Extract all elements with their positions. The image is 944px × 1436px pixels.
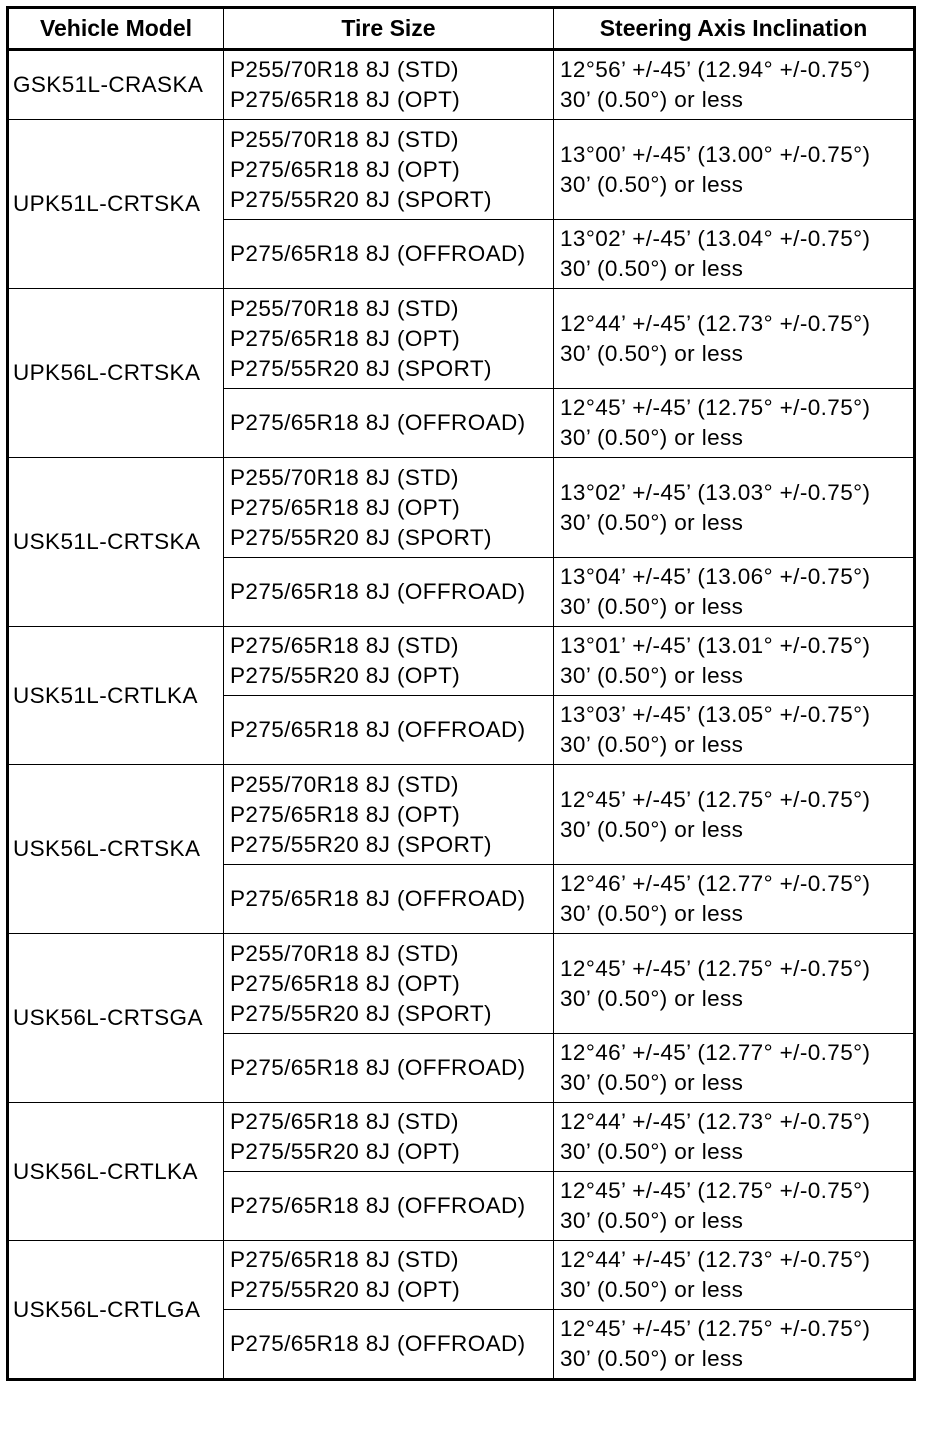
table-row (8, 1241, 915, 1310)
inclination-cell (554, 934, 915, 1034)
inclination-line: 30’ (0.50°) or less (560, 1277, 744, 1302)
table-row (8, 1103, 915, 1172)
inclination-line: 30’ (0.50°) or less (560, 1070, 744, 1095)
inclination-line: 30’ (0.50°) or less (560, 901, 744, 926)
inclination-cell (554, 458, 915, 558)
header-vehicle-model: Vehicle Model (8, 8, 224, 50)
tire-size-line: P275/65R18 8J (OPT) (230, 325, 461, 351)
tire-size-cell (224, 696, 554, 765)
inclination-cell (554, 696, 915, 765)
tire-size-line: P275/55R20 8J (SPORT) (230, 1000, 492, 1026)
inclination-cell (554, 865, 915, 934)
inclination-line: 12°45’ +/-45’ (12.75° +/-0.75°) (560, 955, 871, 981)
tire-size-line: P275/55R20 8J (SPORT) (230, 831, 492, 857)
inclination-cell (554, 389, 915, 458)
vehicle-model-cell: UPK51L-CRTSKA (8, 120, 224, 289)
inclination-line: 13°02’ +/-45’ (13.03° +/-0.75°) (560, 479, 871, 505)
inclination-line: 30’ (0.50°) or less (560, 985, 744, 1011)
tire-size-line: P275/65R18 8J (OFFROAD) (230, 1331, 526, 1356)
inclination-line: 30’ (0.50°) or less (560, 340, 744, 366)
inclination-line: 30’ (0.50°) or less (560, 256, 744, 281)
inclination-cell (554, 1103, 915, 1172)
tire-size-line: P275/65R18 8J (OFFROAD) (230, 579, 526, 604)
tire-size-line: P275/65R18 8J (OPT) (230, 970, 461, 996)
vehicle-model-cell: UPK56L-CRTSKA (8, 289, 224, 458)
inclination-line: 30’ (0.50°) or less (560, 594, 744, 619)
table-row (8, 627, 915, 696)
inclination-line: 30’ (0.50°) or less (560, 509, 744, 535)
inclination-line: 30’ (0.50°) or less (560, 816, 744, 842)
inclination-cell (554, 1034, 915, 1103)
tire-size-cell (224, 120, 554, 220)
tire-size-line: P275/65R18 8J (OFFROAD) (230, 410, 526, 435)
tire-size-line: P255/70R18 8J (STD) (230, 464, 459, 490)
header-tire-size: Tire Size (224, 8, 554, 50)
tire-size-cell (224, 220, 554, 289)
tire-size-cell (224, 289, 554, 389)
tire-size-cell (224, 389, 554, 458)
inclination-line: 12°56’ +/-45’ (12.94° +/-0.75°) (560, 57, 871, 82)
inclination-line: 30’ (0.50°) or less (560, 663, 744, 688)
tire-size-cell (224, 50, 554, 120)
tire-size-line: P275/65R18 8J (STD) (230, 1109, 459, 1134)
tire-size-line: P255/70R18 8J (STD) (230, 295, 459, 321)
inclination-cell (554, 1172, 915, 1241)
tire-size-cell (224, 865, 554, 934)
inclination-line: 13°02’ +/-45’ (13.04° +/-0.75°) (560, 226, 871, 251)
tire-size-line: P275/65R18 8J (STD) (230, 1247, 459, 1272)
tire-size-line: P275/65R18 8J (OFFROAD) (230, 241, 526, 266)
tire-size-line: P275/55R20 8J (OPT) (230, 663, 461, 688)
tire-size-line: P275/65R18 8J (OPT) (230, 156, 461, 182)
inclination-line: 12°45’ +/-45’ (12.75° +/-0.75°) (560, 786, 871, 812)
inclination-line: 12°46’ +/-45’ (12.77° +/-0.75°) (560, 871, 871, 896)
tire-size-line: P275/65R18 8J (OFFROAD) (230, 886, 526, 911)
tire-size-cell (224, 458, 554, 558)
inclination-cell (554, 1241, 915, 1310)
inclination-cell (554, 220, 915, 289)
table-row (8, 934, 915, 1034)
vehicle-model-cell: USK56L-CRTLGA (8, 1241, 224, 1380)
tire-size-line: P275/55R20 8J (OPT) (230, 1139, 461, 1164)
inclination-line: 30’ (0.50°) or less (560, 1139, 744, 1164)
inclination-line: 30’ (0.50°) or less (560, 171, 744, 197)
table-row (8, 289, 915, 389)
table-row (8, 50, 915, 120)
inclination-line: 12°44’ +/-45’ (12.73° +/-0.75°) (560, 1109, 871, 1134)
tire-size-line: P255/70R18 8J (STD) (230, 771, 459, 797)
inclination-cell (554, 289, 915, 389)
tire-size-cell (224, 627, 554, 696)
tire-size-cell (224, 1172, 554, 1241)
tire-size-line: P275/65R18 8J (OPT) (230, 87, 461, 112)
inclination-line: 13°03’ +/-45’ (13.05° +/-0.75°) (560, 702, 871, 727)
tire-size-line: P275/65R18 8J (OFFROAD) (230, 1055, 526, 1080)
vehicle-model-cell: USK56L-CRTSGA (8, 934, 224, 1103)
inclination-line: 12°45’ +/-45’ (12.75° +/-0.75°) (560, 395, 871, 420)
inclination-line: 12°44’ +/-45’ (12.73° +/-0.75°) (560, 1247, 871, 1272)
inclination-cell (554, 765, 915, 865)
tire-size-line: P275/65R18 8J (OPT) (230, 494, 461, 520)
vehicle-model-cell: USK51L-CRTLKA (8, 627, 224, 765)
table-row (8, 765, 915, 865)
tire-size-line: P275/65R18 8J (OPT) (230, 801, 461, 827)
inclination-line: 13°00’ +/-45’ (13.00° +/-0.75°) (560, 141, 871, 167)
tire-size-line: P275/55R20 8J (OPT) (230, 1277, 461, 1302)
tire-size-line: P275/55R20 8J (SPORT) (230, 524, 492, 550)
tire-size-line: P275/55R20 8J (SPORT) (230, 186, 492, 212)
table-row (8, 120, 915, 220)
tire-size-cell (224, 558, 554, 627)
inclination-cell (554, 558, 915, 627)
inclination-cell (554, 627, 915, 696)
inclination-line: 12°45’ +/-45’ (12.75° +/-0.75°) (560, 1178, 871, 1203)
inclination-cell (554, 1310, 915, 1380)
inclination-line: 12°44’ +/-45’ (12.73° +/-0.75°) (560, 310, 871, 336)
tire-size-line: P255/70R18 8J (STD) (230, 126, 459, 152)
table-body (8, 50, 915, 1380)
inclination-line: 13°04’ +/-45’ (13.06° +/-0.75°) (560, 564, 871, 589)
tire-size-cell (224, 1034, 554, 1103)
inclination-line: 30’ (0.50°) or less (560, 1346, 744, 1371)
tire-size-cell (224, 765, 554, 865)
vehicle-model-cell: USK51L-CRTSKA (8, 458, 224, 627)
inclination-line: 30’ (0.50°) or less (560, 425, 744, 450)
table-header (8, 8, 915, 50)
inclination-cell (554, 50, 915, 120)
inclination-line: 30’ (0.50°) or less (560, 87, 744, 112)
inclination-cell (554, 120, 915, 220)
tire-size-cell (224, 1241, 554, 1310)
tire-size-cell (224, 934, 554, 1034)
vehicle-model-cell: GSK51L-CRASKA (8, 50, 224, 120)
table-row (8, 458, 915, 558)
tire-size-line: P275/55R20 8J (SPORT) (230, 355, 492, 381)
header-steering-axis-inclination: Steering Axis Inclination (554, 8, 915, 50)
vehicle-model-cell: USK56L-CRTSKA (8, 765, 224, 934)
tire-size-line: P255/70R18 8J (STD) (230, 57, 459, 82)
tire-size-cell (224, 1310, 554, 1380)
tire-size-cell (224, 1103, 554, 1172)
inclination-line: 12°45’ +/-45’ (12.75° +/-0.75°) (560, 1316, 871, 1341)
vehicle-model-cell: USK56L-CRTLKA (8, 1103, 224, 1241)
tire-size-line: P275/65R18 8J (OFFROAD) (230, 1193, 526, 1218)
tire-size-line: P255/70R18 8J (STD) (230, 940, 459, 966)
inclination-line: 30’ (0.50°) or less (560, 1208, 744, 1233)
steering-axis-inclination-table (6, 6, 916, 1381)
inclination-line: 12°46’ +/-45’ (12.77° +/-0.75°) (560, 1040, 871, 1065)
inclination-line: 13°01’ +/-45’ (13.01° +/-0.75°) (560, 633, 871, 658)
tire-size-line: P275/65R18 8J (STD) (230, 633, 459, 658)
inclination-line: 30’ (0.50°) or less (560, 732, 744, 757)
header-row (8, 8, 915, 50)
tire-size-line: P275/65R18 8J (OFFROAD) (230, 717, 526, 742)
